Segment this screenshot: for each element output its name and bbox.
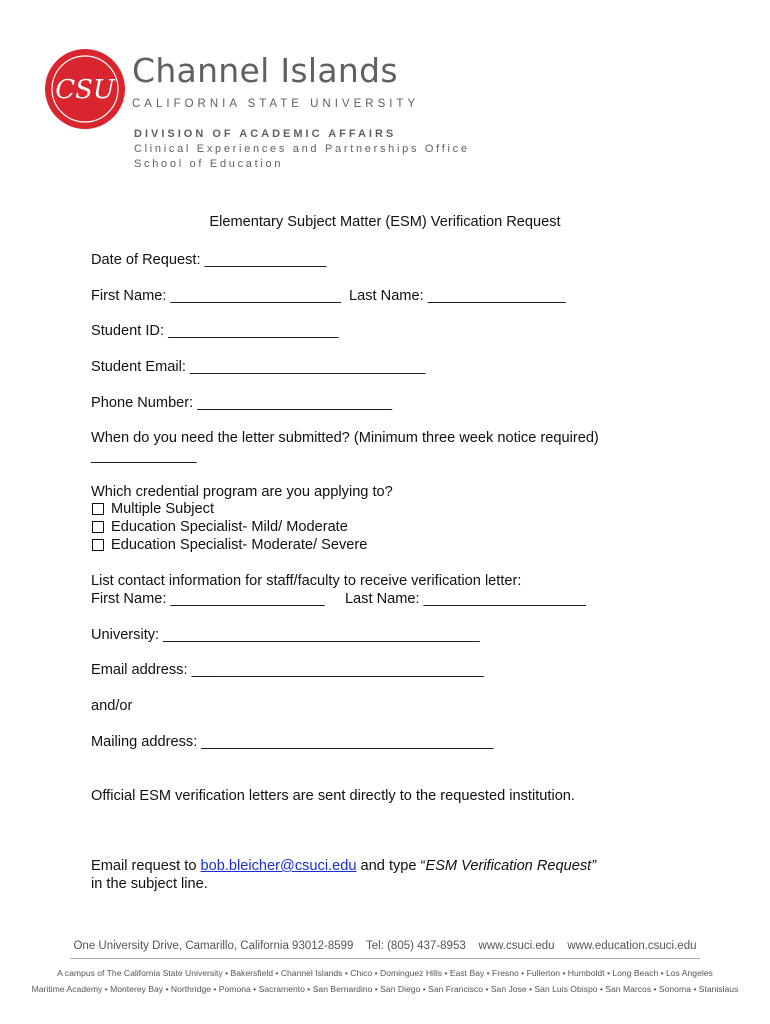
program-label: Multiple Subject <box>111 501 215 517</box>
checkbox[interactable] <box>92 539 104 551</box>
when-needed-field[interactable]: _____________ <box>91 448 197 464</box>
footer-campuses-line-1: A campus of The California State University • Bakersfield • Channel Islands • Chico • Dominguez Hills • East Bay • Fresno • Fullerton • Humboldt • Long Beach • Los Angeles <box>57 968 713 978</box>
student-id-field[interactable]: Student ID: _____________________ <box>91 323 339 339</box>
email-mid: and type “ <box>356 858 426 874</box>
and-or-text: and/or <box>91 698 133 714</box>
brand-subtitle: CALIFORNIA STATE UNIVERSITY <box>132 98 420 110</box>
program-question: Which credential program are you applying to? <box>91 484 393 500</box>
brand-name: Channel Islands <box>132 51 398 90</box>
footer-campuses-line-2: Maritime Academy • Monterey Bay • Northridge • Pomona • Sacramento • San Bernardino • San Diego • San Francisco • San Jose • San Luis Obispo • San Marcos • Sonoma • Stanislaus <box>31 984 739 994</box>
brand-block <box>132 52 419 110</box>
csu-logo-icon <box>44 48 126 130</box>
name-fields[interactable]: First Name: _____________________ Last Name: _________________ <box>91 288 566 304</box>
student-email-field[interactable]: Student Email: _____________________________ <box>91 359 426 375</box>
when-needed-question: When do you need the letter submitted? (Minimum three week notice required) <box>91 430 599 446</box>
university-field[interactable]: University: _______________________________________ <box>91 627 480 643</box>
email-instruction-end: in the subject line. <box>91 876 208 892</box>
date-of-request-field[interactable]: Date of Request: _______________ <box>91 252 327 268</box>
phone-number-field[interactable]: Phone Number: ________________________ <box>91 395 393 411</box>
form-title: Elementary Subject Matter (ESM) Verification Request <box>209 214 561 230</box>
program-option-mild-moderate[interactable] <box>91 518 348 536</box>
contact-name-fields[interactable]: First Name: ___________________ Last Name: ____________________ <box>91 591 586 607</box>
email-address-field[interactable]: Email address: ____________________________________ <box>91 662 484 678</box>
email-link[interactable]: bob.bleicher@csuci.edu <box>200 858 357 874</box>
office-name: Clinical Experiences and Partnerships Office <box>134 143 470 155</box>
email-subject-italic: ESM Verification Request” <box>425 858 597 874</box>
school-name: School of Education <box>134 158 284 170</box>
program-option-moderate-severe[interactable] <box>91 536 367 554</box>
official-note: Official ESM verification letters are sent directly to the requested institution. <box>91 788 575 804</box>
program-label: Education Specialist- Mild/ Moderate <box>111 519 348 535</box>
email-instruction <box>91 857 596 875</box>
department-block <box>134 128 470 170</box>
checkbox[interactable] <box>92 503 104 515</box>
program-label: Education Specialist- Moderate/ Severe <box>111 537 368 553</box>
logo-text: CSU <box>55 75 115 105</box>
program-option-multiple-subject[interactable] <box>91 500 214 518</box>
checkbox[interactable] <box>92 521 104 533</box>
footer-address: One University Drive, Camarillo, California 93012-8599 Tel: (805) 437-8953 www.csuci.edu www.education.csuci.edu <box>73 940 697 952</box>
email-prefix: Email request to <box>91 858 201 874</box>
footer-divider <box>70 958 700 959</box>
mailing-address-field[interactable]: Mailing address: ____________________________________ <box>91 734 494 750</box>
division-name: DIVISION OF ACADEMIC AFFAIRS <box>134 128 397 140</box>
contact-heading: List contact information for staff/faculty to receive verification letter: <box>91 573 522 589</box>
